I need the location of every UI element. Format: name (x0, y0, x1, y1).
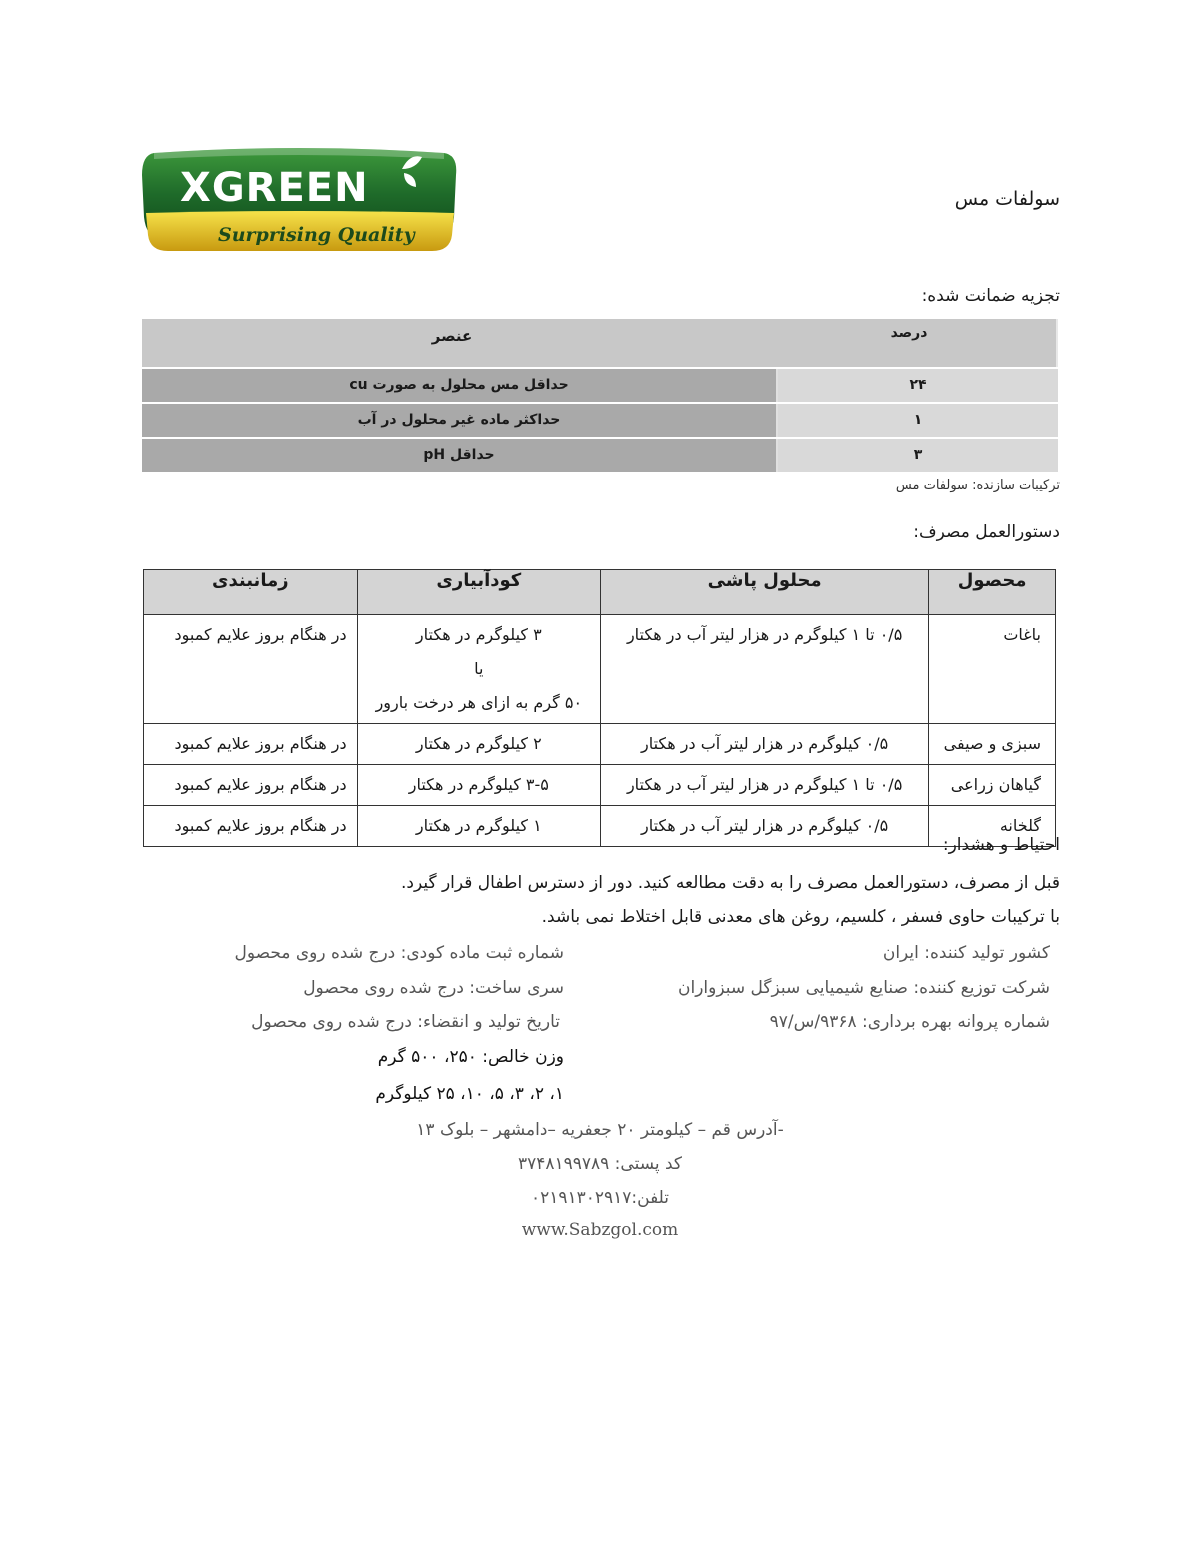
usage-spray: ۰/۵ کیلوگرم در هزار لیتر آب در هکتار (601, 806, 929, 847)
analysis-row (142, 369, 1058, 402)
usage-schedule: در هنگام بروز علایم کمبود (144, 765, 358, 806)
usage-fertigation-or: یا (474, 659, 484, 678)
website-link[interactable]: www.Sabzgol.com (521, 1220, 679, 1240)
product-title: سولفات مس (954, 188, 1060, 210)
usage-header-row (144, 570, 1056, 615)
warning-line: با ترکیبات حاوی فسفر ، کلسیم، روغن های معدنی قابل اختلاط نمی باشد. (541, 907, 1060, 927)
usage-row (144, 724, 1056, 765)
net-weight: وزن خالص: ۲۵۰، ۵۰۰ گرم (377, 1047, 564, 1067)
address: -آدرس قم – کیلومتر ۲۰ جعفریه –دامشهر – بلوک ۱۳ (416, 1120, 784, 1140)
usage-fertigation (357, 615, 600, 724)
analysis-header-row (142, 319, 1058, 367)
usage-header-spray: محلول پاشی (601, 570, 929, 615)
analysis-header-element: عنصر (431, 327, 473, 345)
usage-fertigation-line: ۳ کیلوگرم در هکتار (415, 625, 542, 644)
usage-fertigation-line: ۵۰ گرم به ازای هر درخت بارور (375, 693, 583, 712)
analysis-element: حداقل مس محلول به صورت cu (142, 369, 778, 402)
usage-crop: گلخانه (929, 806, 1056, 847)
usage-spray: ۰/۵ تا ۱ کیلوگرم در هزار لیتر آب در هکتار (601, 765, 929, 806)
usage-fertigation: ۲ کیلوگرم در هکتار (357, 724, 600, 765)
analysis-header-percent: درصد (762, 319, 1058, 367)
xgreen-logo (140, 145, 458, 255)
usage-header-schedule: زمانبندی (144, 570, 358, 615)
logo-tagline: Surprising Quality (218, 224, 415, 246)
usage-crop: گیاهان زراعی (929, 765, 1056, 806)
usage-schedule: در هنگام بروز علایم کمبود (144, 806, 358, 847)
analysis-percent: ۲۴ (778, 369, 1058, 402)
net-weight-sizes: ۱، ۲، ۳، ۵، ۱۰، ۲۵ کیلوگرم (375, 1084, 564, 1104)
warning-title: احتیاط و هشدار: (942, 835, 1060, 855)
logo-brand: XGREEN (180, 165, 369, 211)
phone-number: تلفن:۰۲۱۹۱۳۰۲۹۱۷ (530, 1188, 670, 1208)
analysis-row (142, 404, 1058, 437)
usage-spray: ۰/۵ کیلوگرم در هزار لیتر آب در هکتار (601, 724, 929, 765)
analysis-table (142, 319, 1058, 472)
usage-row (144, 765, 1056, 806)
analysis-element: حداقل pH (142, 439, 778, 472)
usage-row (144, 615, 1056, 724)
usage-crop: باغات (929, 615, 1056, 724)
usage-crop: سبزی و صیفی (929, 724, 1056, 765)
usage-schedule: در هنگام بروز علایم کمبود (144, 615, 358, 724)
analysis-row (142, 439, 1058, 472)
analysis-percent: ۳ (778, 439, 1058, 472)
analysis-element: حداکثر ماده غیر محلول در آب (142, 404, 778, 437)
usage-label: دستورالعمل مصرف: (913, 522, 1060, 542)
usage-fertigation: ۳-۵ کیلوگرم در هکتار (357, 765, 600, 806)
distributor: شرکت توزیع کننده: صنایع شیمیایی سبزگل سبزواران (677, 978, 1050, 998)
analysis-percent: ۱ (778, 404, 1058, 437)
registration-number: شماره ثبت ماده کودی: درج شده روی محصول (234, 943, 564, 963)
usage-header-fertigation: کودآبیاری (357, 570, 600, 615)
usage-row (144, 806, 1056, 847)
usage-schedule: در هنگام بروز علایم کمبود (144, 724, 358, 765)
batch-number: سری ساخت: درج شده روی محصول (303, 978, 564, 998)
usage-header-crop: محصول (929, 570, 1056, 615)
usage-table (143, 569, 1056, 847)
usage-fertigation: ۱ کیلوگرم در هکتار (357, 806, 600, 847)
producer-country: کشور تولید کننده: ایران (882, 943, 1050, 963)
warning-line: قبل از مصرف، دستورالعمل مصرف را به دقت مطالعه کنید. دور از دسترس اطفال قرار گیرد. (400, 873, 1060, 893)
usage-spray: ۰/۵ تا ۱ کیلوگرم در هزار لیتر آب در هکتار (601, 615, 929, 724)
license-number: شماره پروانه بهره برداری: ۹۳۶۸/س/۹۷ (769, 1012, 1050, 1032)
composition-note: ترکیبات سازنده: سولفات مس (895, 478, 1060, 493)
analysis-label: تجزیه ضمانت شده: (921, 286, 1060, 306)
postal-code: کد پستی: ۳۷۴۸۱۹۹۷۸۹ (517, 1154, 683, 1174)
production-dates: تاریخ تولید و انقضاء: درج شده روی محصول (251, 1012, 560, 1032)
